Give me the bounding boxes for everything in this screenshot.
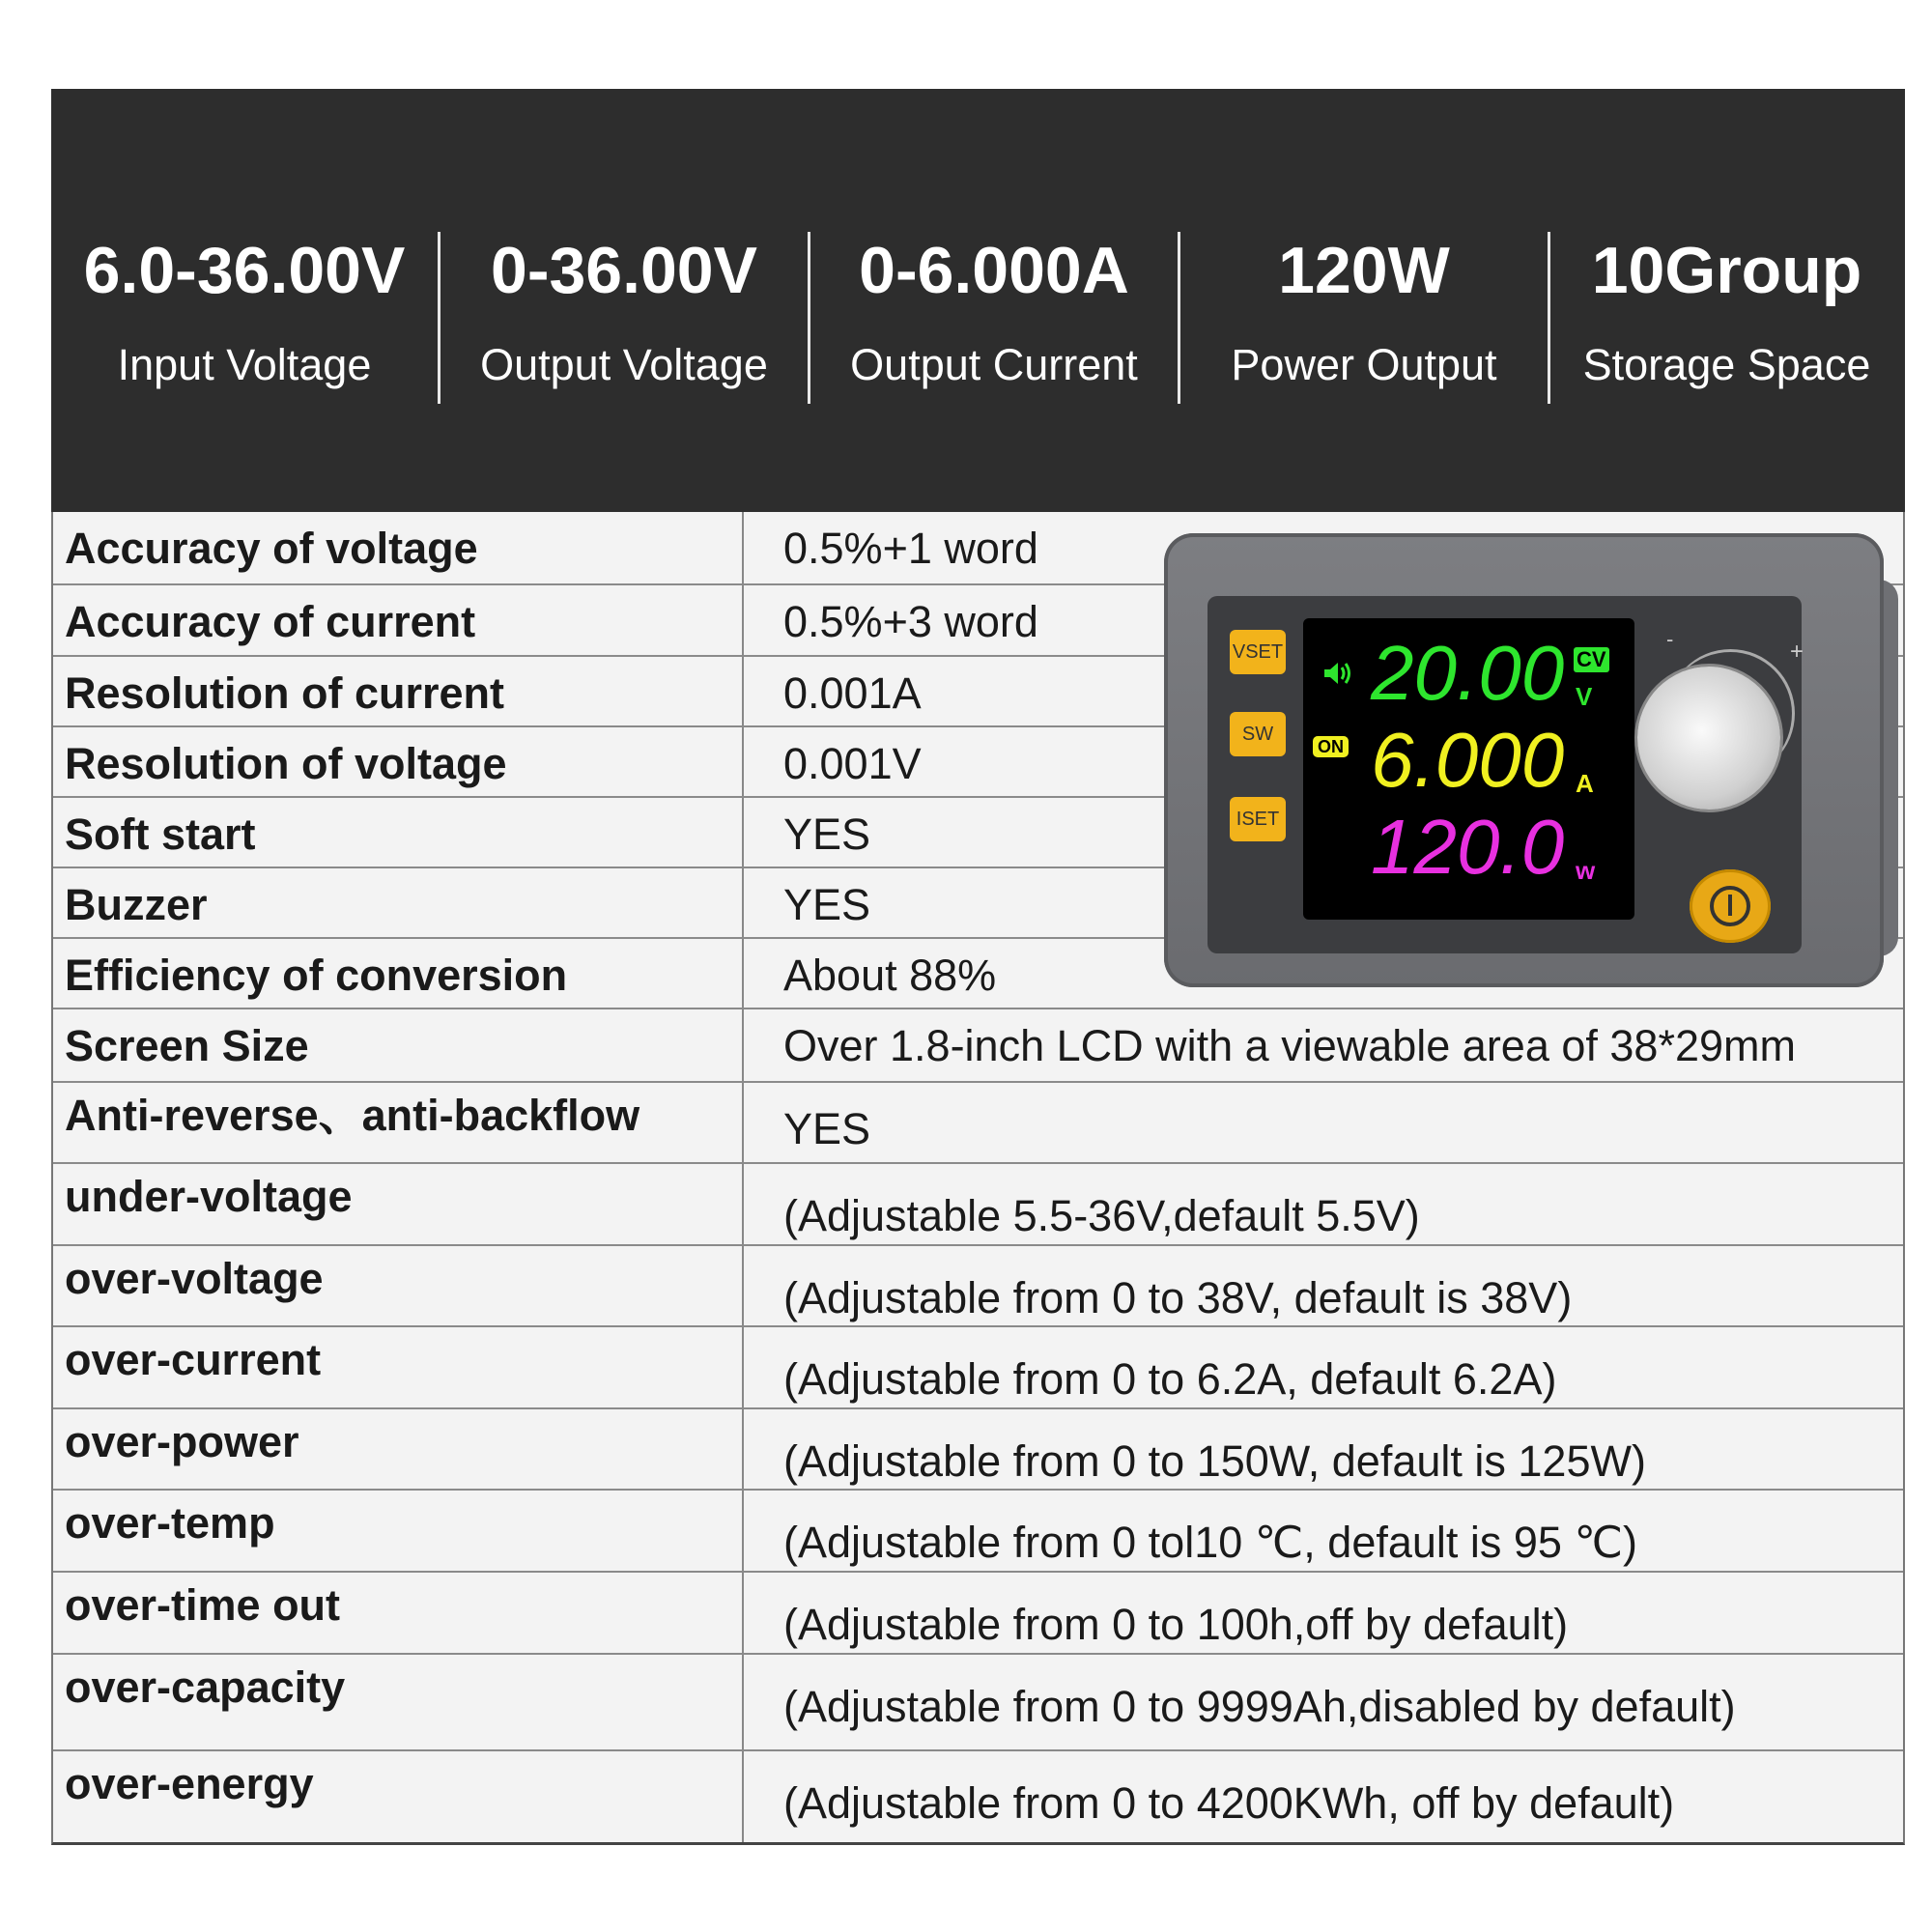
table-row <box>53 1491 1903 1573</box>
spec-item <box>810 232 1178 404</box>
row-label: over-temp <box>65 1498 275 1548</box>
row-value: YES <box>783 1104 871 1153</box>
table-row <box>53 1246 1903 1327</box>
speaker-icon <box>1322 661 1351 686</box>
row-value: 0.5%+1 word <box>783 524 1038 573</box>
table-row <box>53 1573 1903 1655</box>
spec-value: 0-6.000A <box>859 234 1129 307</box>
spec-label: Power Output <box>1231 340 1497 389</box>
knob-plus-label: + <box>1790 639 1804 665</box>
sw-button: SW <box>1230 712 1286 756</box>
spec-divider <box>1548 232 1550 404</box>
row-label: Buzzer <box>65 880 208 929</box>
row-value: (Adjustable from 0 to 100h,off by default) <box>783 1600 1569 1649</box>
row-label: over-current <box>65 1335 322 1384</box>
row-value: YES <box>783 810 871 859</box>
row-label: over-voltage <box>65 1254 324 1303</box>
row-label: Accuracy of current <box>65 597 476 646</box>
spec-item <box>1550 232 1903 404</box>
table-row <box>53 1327 1903 1409</box>
row-value: (Adjustable from 0 to 9999Ah,disabled by default) <box>783 1682 1736 1731</box>
row-value: About 88% <box>783 951 997 1000</box>
spec-value: 10Group <box>1591 234 1862 307</box>
spec-item <box>53 232 436 404</box>
row-label: over-capacity <box>65 1662 346 1712</box>
row-label: over-time out <box>65 1580 341 1630</box>
row-value: 0.5%+3 word <box>783 597 1038 646</box>
iset-button: ISET <box>1230 797 1286 841</box>
spec-label: Output Voltage <box>480 340 768 389</box>
row-value: 0.001A <box>783 668 922 718</box>
power-readout: 120.0 <box>1371 804 1565 890</box>
row-value: Over 1.8-inch LCD with a viewable area of 38*29mm <box>783 1021 1796 1070</box>
spec-divider <box>438 232 440 404</box>
lcd-screen <box>1303 618 1634 920</box>
rotary-knob <box>1637 667 1780 810</box>
current-readout: 6.000 <box>1371 717 1565 803</box>
row-value: (Adjustable from 0 tol10 ℃, default is 95 ℃) <box>783 1518 1637 1567</box>
row-label: Efficiency of conversion <box>65 951 568 1000</box>
spec-value: 6.0-36.00V <box>83 234 406 307</box>
table-row <box>53 1164 1903 1246</box>
row-label: Resolution of current <box>65 668 505 718</box>
row-value: (Adjustable from 0 to 38V, default is 38V) <box>783 1273 1573 1322</box>
row-value: YES <box>783 880 871 929</box>
mode-badge: CV <box>1574 647 1609 672</box>
row-label: over-power <box>65 1417 299 1466</box>
row-value: (Adjustable 5.5-36V,default 5.5V) <box>783 1191 1420 1240</box>
row-label: over-energy <box>65 1759 314 1808</box>
spec-item <box>440 232 808 404</box>
table-row <box>53 1409 1903 1491</box>
row-value: 0.001V <box>783 739 922 788</box>
spec-label: Output Current <box>850 340 1138 389</box>
spec-divider <box>808 232 810 404</box>
spec-divider <box>1178 232 1180 404</box>
knob-minus-label: - <box>1666 627 1674 651</box>
row-value: (Adjustable from 0 to 4200KWh, off by default) <box>783 1778 1675 1828</box>
table-row <box>53 1751 1903 1842</box>
spec-value: 0-36.00V <box>491 234 757 307</box>
row-label: Anti-reverse、anti-backflow <box>65 1091 640 1140</box>
row-label: under-voltage <box>65 1172 353 1221</box>
power-unit: w <box>1576 856 1596 885</box>
power-button-icon <box>1690 869 1771 943</box>
table-row <box>53 1009 1903 1083</box>
spec-item <box>1180 232 1548 404</box>
row-value: (Adjustable from 0 to 150W, default is 125W) <box>783 1436 1646 1486</box>
row-label: Accuracy of voltage <box>65 524 478 573</box>
table-row <box>53 1083 1903 1164</box>
vset-button: VSET <box>1230 630 1286 674</box>
row-label: Resolution of voltage <box>65 739 507 788</box>
spec-value: 120W <box>1278 234 1450 307</box>
spec-label: Input Voltage <box>117 340 372 389</box>
current-unit: A <box>1576 769 1594 798</box>
voltage-readout: 20.00 <box>1371 630 1565 716</box>
voltage-unit: V <box>1576 682 1593 711</box>
row-label: Screen Size <box>65 1021 309 1070</box>
table-row <box>53 1655 1903 1751</box>
row-label: Soft start <box>65 810 256 859</box>
spec-label: Storage Space <box>1582 340 1871 389</box>
output-status-badge: ON <box>1313 736 1349 757</box>
device-photo <box>1164 522 1898 995</box>
row-value: (Adjustable from 0 to 6.2A, default 6.2A) <box>783 1354 1557 1404</box>
